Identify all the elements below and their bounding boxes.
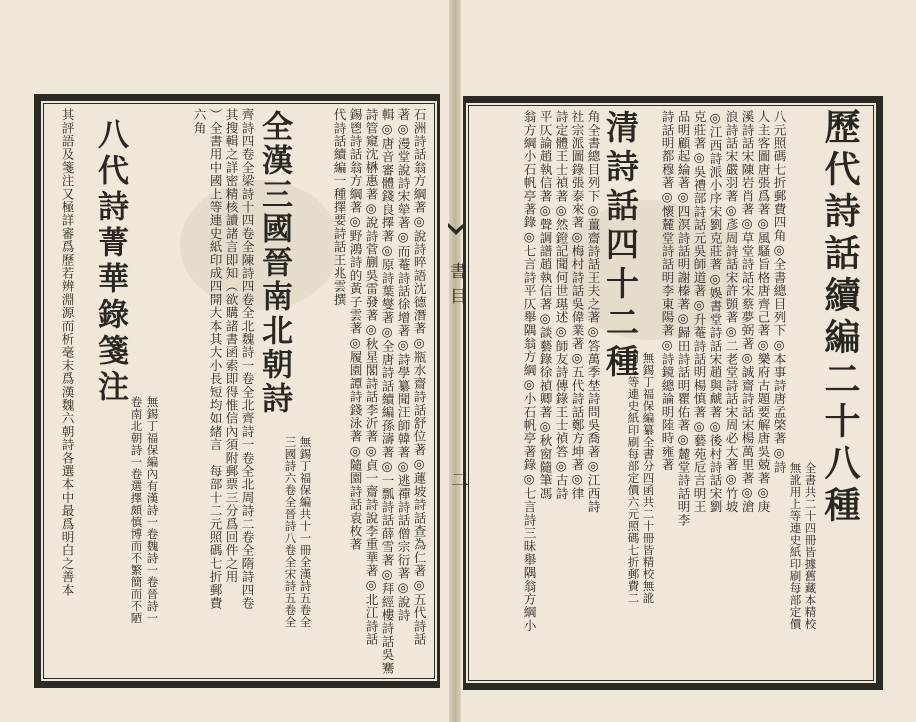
- text-column: 齊詩四卷全梁詩十四卷全陳詩四卷全北魏詩一卷全北齊詩一卷全北周詩二卷全隋詩四卷: [239, 108, 255, 610]
- center-label: 書目: [446, 262, 466, 312]
- text-column: 錫鬯詩話翁方綱著◎野鴻詩的黃子雲著◎履園譚詩錢泳著◎隨園詩話袁枚著: [347, 108, 363, 551]
- text-column: 克莊著◎吳禮部詩話元吳師道著◎升菴詩話明楊慎著◎藝苑卮言明王: [691, 110, 707, 514]
- intro-line-6: 三國詩六卷全晉詩八卷全宋詩五卷全: [283, 436, 298, 628]
- intro-line-8: 卷南北朝詩一卷選擇頗慎博而不繁簡而不陋: [129, 396, 144, 624]
- title-lidai-shihua: 歷代詩話續編二十八種: [819, 108, 861, 528]
- text-column: 詩話明都穆著◎懷麓堂詩話明李東陽著◎詩鏡總論明陸時雍著: [659, 110, 675, 472]
- text-column: 浪詩話宋嚴羽著◎彥周詩話宋許顗著◎二老堂詩話宋周必大著◎竹坡: [723, 110, 739, 514]
- fishtail-ornament-icon: [447, 222, 465, 236]
- text-column: 人主客圖唐張爲著◎風騷旨格唐齊己著◎樂府古題要解唐吳兢著◎庚: [755, 110, 771, 514]
- intro-line-2: 無訛用上等連史紙印刷每部定價: [788, 462, 803, 630]
- text-column: 石洲詩話翁方綱著◎說詩晬語沈德潛著◎瓶水齋詩話舒位著◎蓮坡詩話查為仁著◎五代詩話: [411, 108, 427, 646]
- text-column: 其評語及箋注又極詳審爲歷若辨淵源而析毫末爲漢魏六朝詩各選本中最爲明白之善本: [59, 108, 75, 597]
- text-column: 六角: [191, 108, 207, 135]
- intro-line-5: 無錫丁福保編共十一冊全漢詩五卷全: [298, 436, 313, 628]
- text-column: ◎江西詩派小序宋劉克莊著◎娛書堂詩話宋趙與虤著◎後村詩話宋劉: [707, 110, 723, 514]
- intro-line-4: 用上等連史紙印刷每部定價六元照碼七折郵費二: [626, 352, 641, 604]
- text-column: 詩定體王士禎著◎然鐙記聞何世璂述◎師友詩傳錄王士禎答◎古詩: [553, 110, 569, 500]
- title-badai-shijing: 八代詩菁華錄箋注: [92, 118, 128, 406]
- text-column: ）全書用中國上等連史紙印成四開大本其大小長短均如緒言 每部十二元照碼七折郵費: [207, 108, 223, 610]
- title-quan-han-sanguo: 全漢三國晉南北朝詩: [256, 110, 292, 416]
- center-strip: [440, 100, 470, 676]
- intro-line-7: 無錫丁福保編內有漢詩一卷魏詩一卷晉詩一: [145, 396, 160, 624]
- intro-line-1: 全書共二十四冊皆據舊藏本精校: [803, 462, 818, 630]
- text-column: 八元照碼七折郵費四角◎全書總目列下◎本事詩唐孟棨著◎詩: [771, 110, 787, 474]
- text-column: 輯◎唐音審體錢良擇著◎原詩葉燮著◎全唐詩話續編孫濤著◎一瓢詩話薛雪著◎拜經樓詩話吳騫: [379, 108, 395, 675]
- text-column: 角全書總目列下◎薑齋詩話王夫之著◎答萬季埜詩問吳喬著◎江西詩: [585, 110, 601, 514]
- text-column: 代詩話續編一種擇要詩話王兆雲撰: [331, 108, 347, 306]
- intro-line-3: 無錫丁福保編纂全書分四函共二十冊皆精校無訛: [641, 352, 656, 604]
- text-column: 著◎漫堂說詩宋犖著◎而菴詩話徐增著◎詩學纂聞汪師韓著◎逃禪詩話僧宗衍著◎說詩: [395, 108, 411, 622]
- text-column: 社宗派圖錄張泰來著◎梅村詩話吳偉業著◎五代詩話鄭方坤著◎律: [569, 110, 585, 500]
- title-qing-shihua: 清詩話四十二種: [601, 110, 640, 383]
- text-column: 翁方綱小石帆亭著錄◎七言詩平仄舉隅翁方綱◎小石帆亭著錄◎七言詩三昧舉隅翁方綱小: [521, 110, 537, 632]
- text-column: 詩管窺沈楙惠著◎說詩菅蒯吳雷發著◎秋星閣詩話李沂著◎貞一齋詩說李重華著◎北江詩話: [363, 108, 379, 646]
- page-number: 二: [448, 470, 469, 489]
- text-column: 品明顧起綸著◎四溟詩話明謝榛著◎歸田詩話明瞿佑著◎麓堂詩話明李: [675, 110, 691, 527]
- text-column: 溪詩話宋陳岩肖著◎草堂詩話宋蔡夢弼著◎誠齋詩話宋楊萬里著◎滄: [739, 110, 755, 514]
- text-column: 其搜輯之詳密精核讀諸言即知（欲購諸書函索即得惟信內須附郵票三分爲回件之用: [223, 108, 239, 584]
- text-column: 平仄論趙執信著◎聲調譜趙執信著◎談藝錄徐禎卿著◎秋窗隨筆馮: [537, 110, 553, 500]
